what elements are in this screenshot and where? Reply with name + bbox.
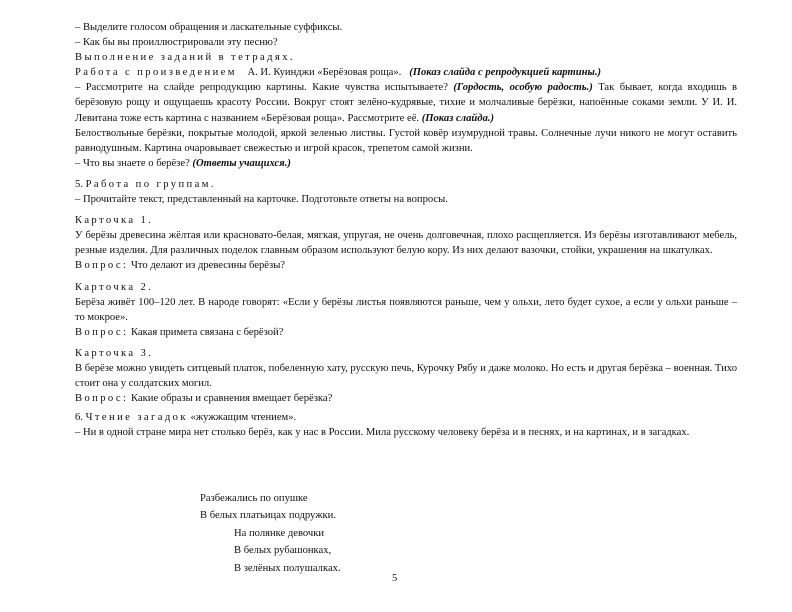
card-1-title: Карточка 1. bbox=[75, 215, 154, 227]
instruction-line: – Выделите голосом обращения и ласкательные суффиксы. bbox=[75, 22, 343, 33]
card-3-question: Вопрос: Какие образы и сравнения вмещает берёзка? bbox=[75, 393, 333, 405]
card-3-title: Карточка 3. bbox=[75, 347, 154, 359]
document-body bbox=[75, 20, 737, 440]
card-3-text: В берёзе можно увидеть ситцевый платок, побеленную хату, русскую печь, Курочку Рябу и даже молоко. Но есть и другая берёзка – военная. Тихо стоит она у солдатских могил. bbox=[75, 362, 737, 390]
poem-line: Разбежались по опушке bbox=[200, 493, 308, 504]
section-heading-artwork: Работа с произведением А. И. Куинджи «Берёзовая роща». (Показ слайда с репродукцией картины.) bbox=[75, 67, 602, 79]
poem-line: На полянке девочки bbox=[234, 527, 325, 539]
poem-line: В белых рубашонках, bbox=[234, 545, 332, 557]
section-5-heading: 5. Работа по группам. bbox=[75, 178, 216, 190]
paragraph-description: Белоствольные берёзки, покрытые молодой, яркой зеленью листвы. Густой ковёр изумрудной травы. Солнечные лучи никого не могут оставить равнодушным. Картина очаровывает свежестью и игрой красок, трепетом самой жизни. bbox=[75, 127, 737, 154]
card-2-question: Вопрос: Какая примета связана с берёзой? bbox=[75, 326, 284, 338]
question-line: – Как бы вы проиллюстрировали эту песню? bbox=[75, 37, 278, 49]
task-heading: Выполнение заданий в тетрадях. bbox=[75, 52, 295, 64]
card-2-text: Берёза живёт 100–120 лет. В народе говорят: «Если у берёзы листья появляются раньше, чем у ольхи, лето будет сухое, а если у ольхи раньше – то мокрое». bbox=[75, 296, 737, 323]
riddle-poem bbox=[200, 490, 341, 577]
question-birch: – Что вы знаете о берёзе? (Ответы учащихся.) bbox=[75, 157, 291, 169]
card-1-text: У берёзы древесина жёлтая или красновато-белая, мягкая, упругая, не очень долговечная, плохо расщепляется. Из берёзы изготавливают мебель, резные изделия. Для различных поделок главным образом используют белую кору. Из них делают вазочки, стойки, украшения на шкатулках. bbox=[75, 230, 737, 257]
page-number: 5 bbox=[392, 573, 398, 584]
section-6-text: – Ни в одной стране мира нет столько берёз, как у нас в России. Мила русскому человеку берёза и в песнях, и на картинах, и в загадках. bbox=[75, 427, 690, 439]
poem-line: В белых платьицах подружки. bbox=[200, 510, 336, 522]
paragraph-painting: – Рассмотрите на слайде репродукцию картины. Какие чувства испытываете? (Гордость, особую радость.) Так бывает, когда входишь в берёзовую рощу и ощущаешь красоту России. Вокруг стоят зелёно-кудрявые, тихие и молчаливые берёзки, напоённые соками земли. У И. И. Левитана тоже есть картина с названием «Берёзовая роща». Рассмотрите её. (Показ слайда.) bbox=[75, 82, 737, 124]
card-2-title: Карточка 2. bbox=[75, 281, 154, 293]
poem-line: В зелёных полушалках. bbox=[234, 562, 341, 574]
card-1-question: Вопрос: Что делают из древесины берёзы? bbox=[75, 260, 286, 272]
section-5-instruction: – Прочитайте текст, представленный на карточке. Подготовьте ответы на вопросы. bbox=[75, 194, 448, 206]
section-6-heading: 6. Чтение загадок «жужжащим чтением». bbox=[75, 412, 297, 424]
